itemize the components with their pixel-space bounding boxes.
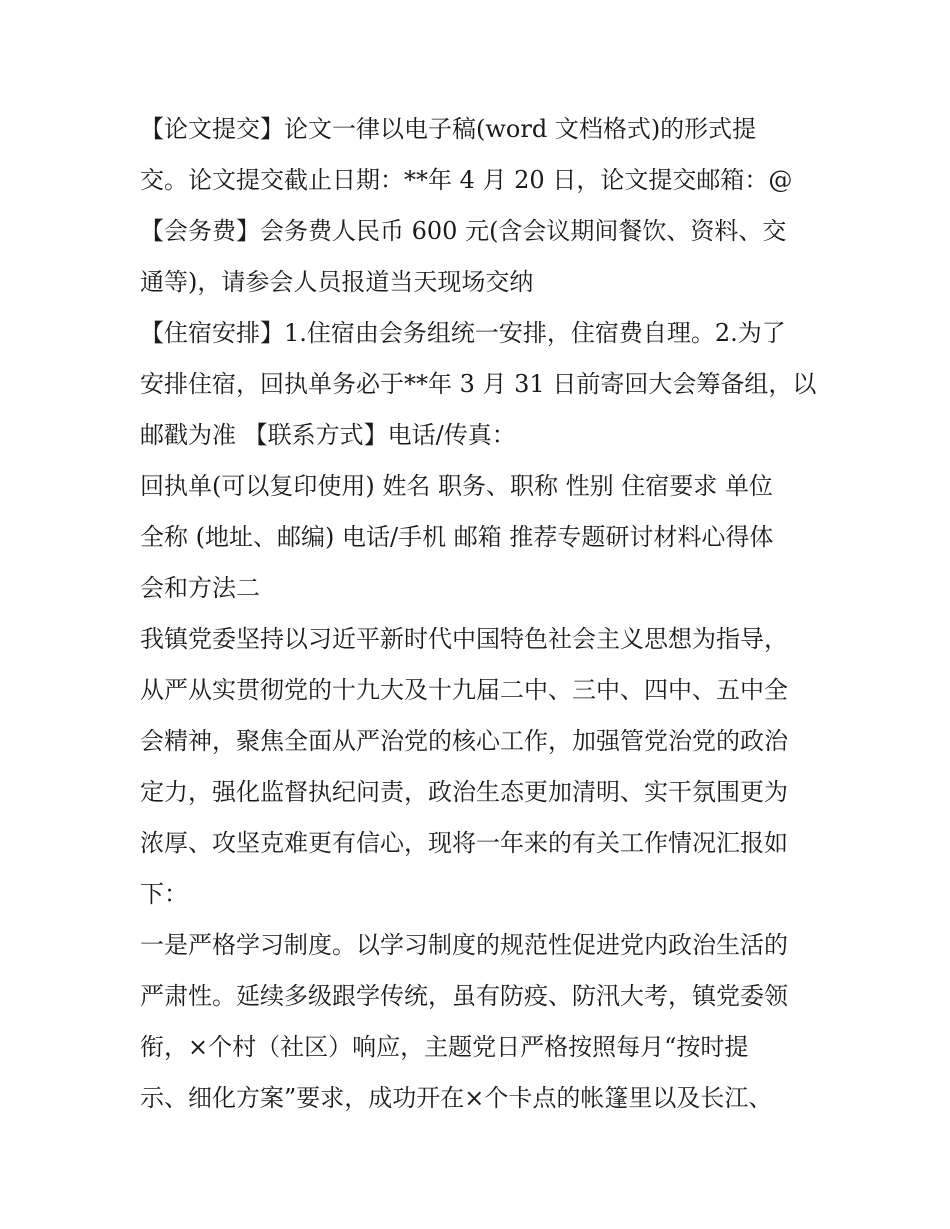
text-line: 全称 (地址、邮编) 电话/手机 邮箱 推荐专题研讨材料心得体 [140,523,774,551]
text-line: 邮戳为准 【联系方式】电话/传真： [140,421,516,449]
text-line: 【论文提交】论文一律以电子稿(word 文档格式)的形式提 [140,115,757,143]
text-line: 会和方法二 [140,574,260,602]
text-line: 浓厚、攻坚克难更有信心，现将一年来的有关工作情况汇报如 [140,829,788,857]
text-line: 通等)，请参会人员报道当天现场交纳 [140,268,534,296]
text-line: 下： [140,880,188,908]
text-line: 定力，强化监督执纪问责，政治生态更加清明、实干氛围更为 [140,778,788,806]
text-line: 交。论文提交截止日期：**年 4 月 20 日，论文提交邮箱：@ [140,166,793,194]
text-line: 示、细化方案”要求，成功开在×个卡点的帐篷里以及长江、 [140,1084,773,1112]
text-line: 从严从实贯彻党的十九大及十九届二中、三中、四中、五中全 [140,676,788,704]
text-line: 【会务费】会务费人民币 600 元(含会议期间餐饮、资料、交 [140,217,787,245]
text-line: 一是严格学习制度。以学习制度的规范性促进党内政治生活的 [140,931,788,959]
text-line: 我镇党委坚持以习近平新时代中国特色社会主义思想为指导， [140,625,788,653]
text-line: 衔，×个村（社区）响应，主题党日严格按照每月“按时提 [140,1033,749,1061]
text-line: 回执单(可以复印使用) 姓名 职务、职称 性别 住宿要求 单位 [140,472,773,500]
text-line: 安排住宿，回执单务必于**年 3 月 31 日前寄回大会筹备组，以 [140,370,817,398]
text-line: 会精神，聚焦全面从严治党的核心工作，加强管党治党的政治 [140,727,788,755]
text-line: 【住宿安排】1.住宿由会务组统一安排，住宿费自理。2.为了 [140,319,786,347]
document-body [140,104,820,1124]
text-line: 严肃性。延续多级跟学传统，虽有防疫、防汛大考，镇党委领 [140,982,788,1010]
